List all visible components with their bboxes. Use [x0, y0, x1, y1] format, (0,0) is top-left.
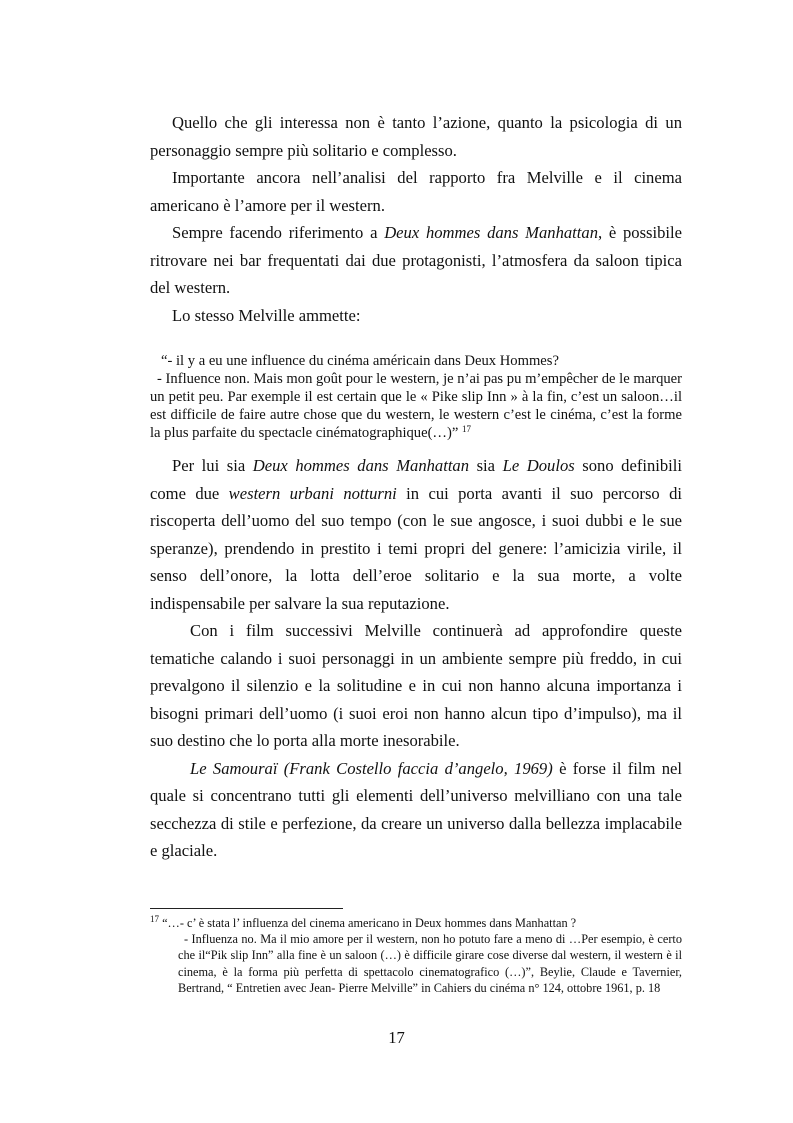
paragraph: Sempre facendo riferimento a Deux hommes dans Manhattan, è possibile ritrovare nei bar frequentati dai due protagonisti, l’atmosfera da saloon tipica del western.: [150, 223, 683, 297]
footnote-line: - Influenza no. Ma il mio amore per il western, non ho potuto fare a meno di …Per esempio, è certo che il“Pik slip Inn” alla fine è un saloon (…) è difficile girare cose diverse dal western, il western è il cinema, è la forma più perfetta di spettacolo cinematografico (…)”, Beylie, Claude e Tavernier, Bertrand, “ Entretien avec Jean- Pierre Melville” in Cahiers du cinéma n° 124, ottobre 1961, p. 18: [178, 932, 682, 995]
paragraph: Quello che gli interessa non è tanto l’azione, quanto la psicologia di un personaggio sempre più solitario e complesso.: [150, 113, 682, 160]
page-number: 17: [388, 1028, 405, 1047]
footnote-ref[interactable]: 17: [462, 424, 472, 434]
text-block-main: [150, 452, 682, 865]
paragraph: Con i film successivi Melville continuerà ad approfondire queste tematiche calando i suoi personaggi in un ambiente sempre più freddo, in cui prevalgono il silenzio e la solitudine e in cui non hanno alcuna importanza i bisogni primari dell’uomo (i suoi eroi non hanno alcun tipo d’impulso), ma il suo destino che lo porta alla morte inesorabile.: [150, 621, 682, 750]
paragraph: Per lui sia Deux hommes dans Manhattan sia Le Doulos sono definibili come due western urbani notturni in cui porta avanti il suo percorso di riscoperta dell’uomo del suo tempo (con le sue angosce, i suoi dubbi e le sue speranze), prendendo in prestito i temi propri del genere: l’amicizia virile, il senso dell’onore, la lotta dell’eroe solitario e la sua morte, a volte indispensabile per salvare la sua reputazione.: [150, 456, 683, 613]
film-title: Le Samouraï (Frank Costello faccia d’angelo, 1969): [190, 758, 553, 778]
footnote-line: $^{17}$ “…- c’ è stata l’ influenza del cinema americano in Deux hommes dans Manhattan ?: [150, 914, 577, 930]
footnote: [150, 915, 682, 996]
footnote-divider: [150, 908, 343, 909]
paragraph: Lo stesso Melville ammette:: [172, 305, 361, 325]
quote-line: “- il y a eu une influence du cinéma américain dans Deux Hommes?: [161, 353, 559, 369]
film-title: Deux hommes dans Manhattan: [252, 456, 470, 475]
quote-line: - Influence non. Mais mon goût pour le western, je n’ai pas pu m’empêcher de le marquer un petit peu. Par exemple il est certain que le « Pike slip Inn » à la fin, c’est un saloon…il est difficile de faire autre chose que du western, le western c’est le cinéma, c’est la forme la plus parfaite du spectacle cinématographique(…)” $^{17}$: [150, 371, 682, 441]
block-quote: [150, 352, 682, 442]
film-title: Deux hommes dans Manhattan: [384, 223, 598, 242]
film-title: Le Doulos: [502, 456, 575, 475]
emphasis: western urbani notturni: [228, 483, 397, 503]
footnote-number: 17: [150, 914, 159, 924]
text-block-intro: [150, 109, 682, 329]
paragraph: Le Samouraï (Frank Costello faccia d’angelo, 1969) è forse il film nel quale si concentrano tutti gli elementi dell’universo melvilliano con una tale secchezza di stile e perfezione, da creare un universo dalla bellezza implacabile e glaciale.: [150, 758, 682, 860]
paragraph: Importante ancora nell’analisi del rapporto fra Melville e il cinema americano è l’amore per il western.: [150, 168, 682, 215]
